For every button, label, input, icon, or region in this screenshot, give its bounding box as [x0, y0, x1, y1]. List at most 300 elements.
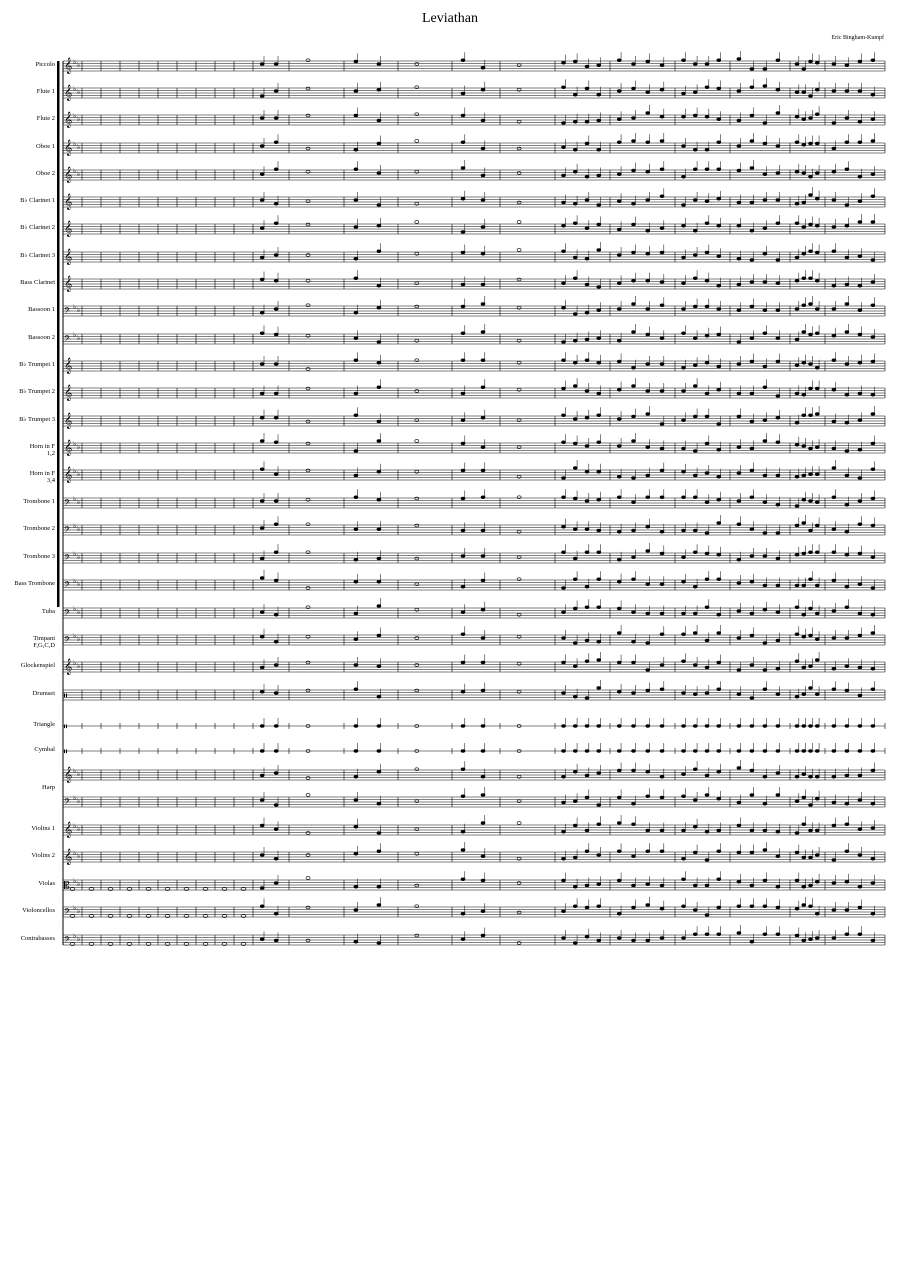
note-head [705, 578, 709, 581]
note-head [377, 250, 381, 253]
note-head [693, 693, 697, 696]
flat-icon: ♭ [73, 495, 77, 503]
note-head [617, 530, 621, 533]
note-head [705, 750, 709, 753]
note-head [632, 140, 636, 143]
note-head [481, 910, 485, 913]
note-head [646, 770, 650, 773]
note-head [763, 608, 767, 611]
flat-icon: ♭ [77, 635, 81, 643]
note-head [682, 332, 686, 335]
note-head [802, 68, 806, 71]
staff-b-clarinet-2 [63, 214, 885, 237]
note-head [682, 773, 686, 776]
note-head [802, 584, 806, 587]
note-head [377, 88, 381, 91]
note-head [632, 223, 636, 226]
note-head [693, 909, 697, 912]
note-head [415, 524, 419, 527]
note-head [660, 337, 664, 340]
flat-icon: ♭ [73, 58, 77, 66]
note-head [306, 587, 310, 590]
note-head [858, 634, 862, 637]
note-head [517, 942, 521, 945]
clef-icon: 𝄢 [64, 936, 71, 947]
instrument-label: Flute 1 [36, 88, 55, 95]
note-head [682, 447, 686, 450]
note-head [717, 578, 721, 581]
note-head [858, 854, 862, 857]
note-head [632, 279, 636, 282]
note-head [306, 661, 310, 664]
note-head [802, 393, 806, 396]
note-head [809, 578, 813, 581]
note-head [802, 143, 806, 146]
note-head [802, 252, 806, 255]
note-head [585, 774, 589, 777]
note-head [763, 849, 767, 852]
note-head [377, 695, 381, 698]
note-head [646, 689, 650, 692]
note-head [461, 332, 465, 335]
note-head [809, 194, 813, 197]
note-head [693, 725, 697, 728]
note-head [871, 360, 875, 363]
note-head [815, 524, 819, 527]
note-head [815, 693, 819, 696]
note-head [306, 939, 310, 942]
note-head [717, 553, 721, 556]
note-head [585, 585, 589, 588]
note-head [809, 95, 813, 98]
note-head [832, 859, 836, 862]
note-head [562, 341, 566, 344]
note-head [646, 525, 650, 528]
note-head [705, 933, 709, 936]
note-head [461, 912, 465, 915]
note-head [260, 145, 264, 148]
note-head [845, 117, 849, 120]
note-head [832, 63, 836, 66]
note-head [809, 60, 813, 63]
note-head [832, 579, 836, 582]
note-head [274, 279, 278, 282]
instrument-label: B♭ Trumpet 3 [19, 416, 55, 423]
note-head [646, 308, 650, 311]
note-head [585, 120, 589, 123]
note-head [597, 883, 601, 886]
staff-cymbal [63, 743, 885, 758]
note-head [377, 420, 381, 423]
note-head [795, 660, 799, 663]
note-head [481, 661, 485, 664]
note-head [597, 470, 601, 473]
note-head [717, 797, 721, 800]
note-head [809, 142, 813, 145]
note-head [845, 750, 849, 753]
note-head [832, 147, 836, 150]
note-head [802, 796, 806, 799]
note-head [260, 416, 264, 419]
flat-icon: ♭ [77, 115, 81, 123]
note-head [377, 284, 381, 287]
note-head [809, 447, 813, 450]
note-head [776, 395, 780, 398]
note-head [845, 90, 849, 93]
note-head [815, 551, 819, 554]
note-head [461, 529, 465, 532]
note-head [832, 388, 836, 391]
note-head [763, 365, 767, 368]
note-head [260, 690, 264, 693]
note-head [832, 467, 836, 470]
note-head [763, 688, 767, 691]
note-head [871, 556, 875, 559]
note-head [517, 882, 521, 885]
note-head [597, 148, 601, 151]
note-head [815, 829, 819, 832]
note-head [858, 552, 862, 555]
note-head [750, 697, 754, 700]
instrument-label: Bassoon 1 [28, 306, 55, 313]
staff-trombone-2 [63, 515, 885, 537]
note-head [815, 501, 819, 504]
note-head [415, 557, 419, 560]
clef-icon: 𝄢 [64, 554, 71, 565]
note-head [481, 88, 485, 91]
note-head [717, 613, 721, 616]
note-head [354, 940, 358, 943]
note-head [260, 199, 264, 202]
note-head [871, 93, 875, 96]
note-head [693, 933, 697, 936]
note-head [481, 689, 485, 692]
note-head [802, 904, 806, 907]
clef-icon: 𝄢 [64, 908, 71, 919]
note-head [802, 331, 806, 334]
note-head [693, 799, 697, 802]
note-head [617, 632, 621, 635]
note-head [682, 692, 686, 695]
note-head [776, 416, 780, 419]
note-head [415, 63, 419, 66]
note-head [871, 667, 875, 670]
staff-horn-in-f-3-4 [63, 460, 885, 483]
instrument-label: Violas [38, 880, 55, 887]
note-head [750, 829, 754, 832]
note-head [809, 529, 813, 532]
note-head [274, 692, 278, 695]
note-head [763, 802, 767, 805]
note-head [354, 688, 358, 691]
note-head [815, 473, 819, 476]
note-head [776, 667, 780, 670]
note-head [682, 529, 686, 532]
note-head [415, 637, 419, 640]
note-head [585, 660, 589, 663]
note-head [737, 637, 741, 640]
note-head [461, 611, 465, 614]
staff-bass-trombone [63, 570, 885, 592]
note-head [597, 498, 601, 501]
note-head [461, 725, 465, 728]
note-head [832, 750, 836, 753]
clef-icon: 𝄞 [64, 221, 73, 237]
note-head [815, 775, 819, 778]
note-head [562, 830, 566, 833]
note-head [858, 392, 862, 395]
note-head [377, 605, 381, 608]
note-head [693, 529, 697, 532]
note-head [562, 661, 566, 664]
note-head [858, 448, 862, 451]
note-head [750, 634, 754, 637]
note-head [795, 606, 799, 609]
clef-icon: 𝄞 [64, 849, 73, 865]
note-head [750, 114, 754, 117]
note-head [802, 939, 806, 942]
staff-contrabasses [63, 925, 885, 947]
note-head [682, 556, 686, 559]
note-head [705, 725, 709, 728]
note-head [354, 825, 358, 828]
note-head [832, 284, 836, 287]
note-head [274, 333, 278, 336]
note-head [562, 61, 566, 64]
note-head [802, 773, 806, 776]
note-head [705, 148, 709, 151]
note-head [693, 114, 697, 117]
note-head [750, 555, 754, 558]
note-head [871, 524, 875, 527]
note-head [354, 277, 358, 280]
note-head [802, 613, 806, 616]
staff-violoncellos [63, 897, 885, 919]
note-head [705, 442, 709, 445]
note-head [705, 859, 709, 862]
note-head [617, 445, 621, 448]
note-head [646, 170, 650, 173]
note-head [632, 750, 636, 753]
flat-icon: ♭ [73, 605, 77, 613]
note-head [306, 420, 310, 423]
note-head [461, 795, 465, 798]
note-head [660, 304, 664, 307]
note-head [858, 200, 862, 203]
note-head [717, 87, 721, 90]
note-head [802, 361, 806, 364]
note-head [795, 91, 799, 94]
note-head [306, 877, 310, 880]
flat-icon: ♭ [73, 767, 77, 775]
note-head [517, 221, 521, 224]
instrument-label: Timpani F,G,C,D [33, 635, 55, 649]
note-head [562, 441, 566, 444]
note-head [274, 392, 278, 395]
note-head [354, 725, 358, 728]
note-head [750, 447, 754, 450]
note-head [763, 501, 767, 504]
note-head [871, 221, 875, 224]
note-head [802, 474, 806, 477]
note-head [776, 750, 780, 753]
note-head [597, 578, 601, 581]
note-head [260, 440, 264, 443]
note-head [795, 141, 799, 144]
note-head [260, 557, 264, 560]
note-head [705, 501, 709, 504]
note-head [646, 725, 650, 728]
note-head [585, 606, 589, 609]
note-head [660, 775, 664, 778]
note-head [705, 222, 709, 225]
note-head [481, 934, 485, 937]
note-head [354, 852, 358, 855]
note-head [802, 823, 806, 826]
instrument-label: Flute 2 [36, 115, 55, 122]
note-head [461, 442, 465, 445]
note-head [660, 469, 664, 472]
note-head [585, 697, 589, 700]
note-head [274, 828, 278, 831]
note-head [845, 880, 849, 883]
note-head [377, 306, 381, 309]
note-head [795, 505, 799, 508]
note-head [562, 801, 566, 804]
note-head [585, 850, 589, 853]
note-head [737, 851, 741, 854]
note-head [632, 556, 636, 559]
note-head [815, 659, 819, 662]
note-head [809, 303, 813, 306]
note-head [845, 637, 849, 640]
note-head [306, 87, 310, 90]
flat-icon: ♭ [73, 849, 77, 857]
instrument-label: Trombone 1 [23, 498, 55, 505]
note-head [815, 61, 819, 64]
note-head [832, 551, 836, 554]
note-head [809, 725, 813, 728]
note-head [354, 612, 358, 615]
note-head [377, 224, 381, 227]
note-head [354, 496, 358, 499]
note-head [871, 468, 875, 471]
note-head [858, 90, 862, 93]
note-head [617, 750, 621, 753]
note-head [832, 199, 836, 202]
note-head [858, 141, 862, 144]
note-head [481, 469, 485, 472]
clef-icon: 𝄥 [64, 722, 67, 733]
note-head [660, 633, 664, 636]
note-head [461, 141, 465, 144]
note-head [481, 529, 485, 532]
note-head [832, 801, 836, 804]
note-head [802, 445, 806, 448]
note-head [597, 687, 601, 690]
staff-trombone-3 [63, 543, 885, 565]
note-head [693, 664, 697, 667]
flat-icon: ♭ [77, 61, 81, 69]
note-head [682, 725, 686, 728]
note-head [705, 63, 709, 66]
note-head [763, 555, 767, 558]
note-head [562, 857, 566, 860]
note-head [617, 937, 621, 940]
note-head [815, 446, 819, 449]
flat-icon: ♭ [73, 794, 77, 802]
clef-icon: 𝄞 [64, 140, 73, 156]
flat-icon: ♭ [73, 877, 77, 885]
note-head [705, 392, 709, 395]
note-head [832, 610, 836, 613]
note-head [815, 880, 819, 883]
note-head [377, 204, 381, 207]
note-head [274, 857, 278, 860]
note-head [858, 612, 862, 615]
note-head [871, 195, 875, 198]
note-head [776, 855, 780, 858]
note-head [585, 884, 589, 887]
staff-flute-2 [63, 105, 885, 128]
note-head [562, 750, 566, 753]
staff-bassoon-1 [63, 296, 885, 318]
note-head [693, 91, 697, 94]
note-head [750, 905, 754, 908]
note-head [646, 279, 650, 282]
note-head [461, 231, 465, 234]
note-head [763, 173, 767, 176]
note-head [632, 63, 636, 66]
flat-icon: ♭ [73, 522, 77, 530]
note-head [795, 851, 799, 854]
flat-icon: ♭ [73, 932, 77, 940]
note-head [737, 145, 741, 148]
note-head [617, 558, 621, 561]
instrument-label: B♭ Clarinet 2 [20, 224, 55, 231]
note-head [750, 884, 754, 887]
note-head [260, 95, 264, 98]
note-head [693, 612, 697, 615]
note-head [660, 168, 664, 171]
note-head [354, 750, 358, 753]
note-head [693, 551, 697, 554]
note-head [573, 905, 577, 908]
note-head [461, 633, 465, 636]
note-head [597, 361, 601, 364]
note-head [815, 797, 819, 800]
note-head [776, 906, 780, 909]
note-head [795, 392, 799, 395]
note-head [461, 849, 465, 852]
note-head [845, 303, 849, 306]
note-head [682, 204, 686, 207]
instrument-label: Oboe 2 [36, 170, 55, 177]
note-head [585, 142, 589, 145]
note-head [573, 256, 577, 259]
note-head [795, 63, 799, 66]
note-head [660, 907, 664, 910]
note-head [274, 254, 278, 257]
note-head [858, 885, 862, 888]
note-head [705, 606, 709, 609]
note-head [306, 777, 310, 780]
note-head [815, 332, 819, 335]
note-head [682, 366, 686, 369]
note-head [750, 469, 754, 472]
note-head [562, 86, 566, 89]
note-head [377, 665, 381, 668]
